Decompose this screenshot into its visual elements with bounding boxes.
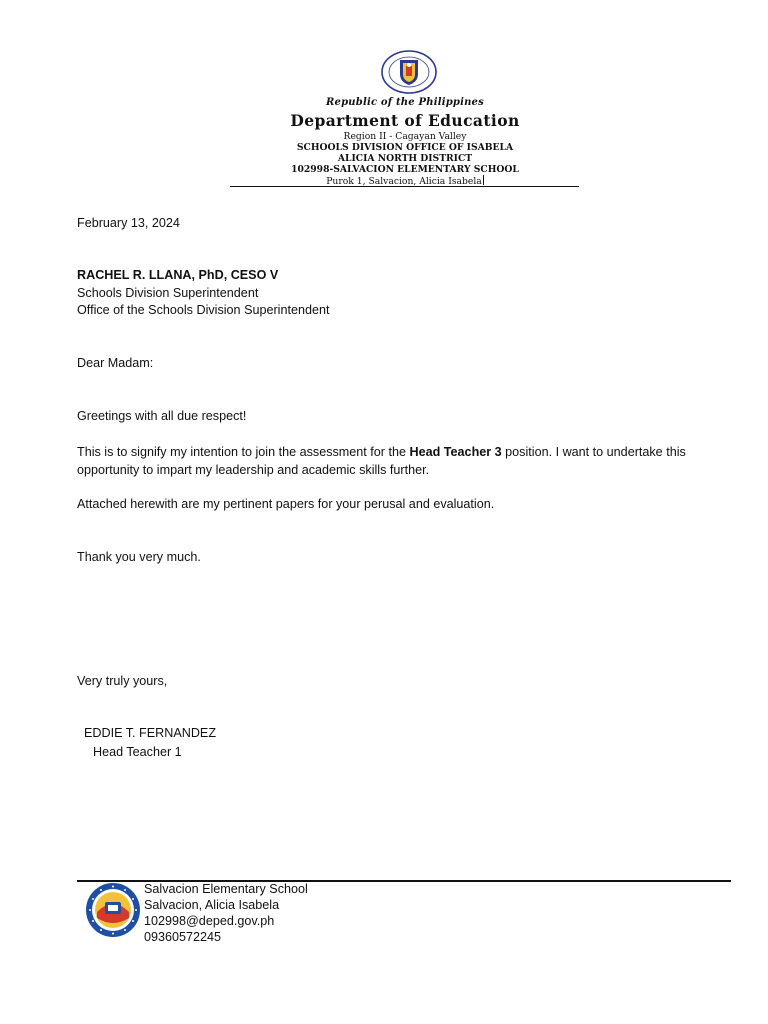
letter-date: February 13, 2024: [77, 216, 180, 230]
school-logo-icon: [85, 882, 141, 938]
header-address-text: Purok 1, Salvacion, Alicia Isabela: [326, 176, 482, 187]
attachment-note: Attached herewith are my pertinent papers for your perusal and evaluation.: [77, 497, 495, 511]
body-paragraph: [77, 444, 727, 479]
header-divider: [230, 186, 579, 187]
paragraph-text-after: position. I want to undertake this opportunity to impart my leadership and academic skills further.: [77, 445, 686, 477]
thanks-line: Thank you very much.: [77, 550, 201, 564]
paragraph-text-before: This is to signify my intention to join the assessment for the: [77, 445, 410, 459]
salutation: Dear Madam:: [77, 356, 154, 370]
header-region: Region II - Cagayan Valley: [343, 131, 467, 142]
paragraph-position-bold: Head Teacher 3: [409, 445, 502, 459]
deped-seal-icon: [381, 50, 437, 94]
signer-name: EDDIE T. FERNANDEZ: [84, 726, 217, 740]
text-cursor: [483, 175, 484, 185]
recipient-office: Office of the Schools Division Superintendent: [77, 303, 330, 317]
footer-email: 102998@deped.gov.ph: [144, 914, 275, 928]
header-department: Department of Education: [290, 111, 520, 130]
greeting: Greetings with all due respect!: [77, 409, 247, 423]
recipient-name: RACHEL R. LLANA, PhD, CESO V: [77, 268, 279, 282]
closing: Very truly yours,: [77, 674, 168, 688]
header-republic: Republic of the Philippines: [326, 97, 484, 108]
header-district: ALICIA NORTH DISTRICT: [337, 153, 473, 164]
recipient-position: Schools Division Superintendent: [77, 286, 259, 300]
footer-school: Salvacion Elementary School: [144, 882, 308, 896]
header-school: 102998-SALVACION ELEMENTARY SCHOOL: [291, 164, 519, 175]
footer-phone: 09360572245: [144, 930, 222, 944]
footer-address: Salvacion, Alicia Isabela: [144, 898, 280, 912]
header-division: SCHOOLS DIVISION OFFICE OF ISABELA: [296, 142, 514, 153]
signer-position: Head Teacher 1: [93, 745, 182, 759]
